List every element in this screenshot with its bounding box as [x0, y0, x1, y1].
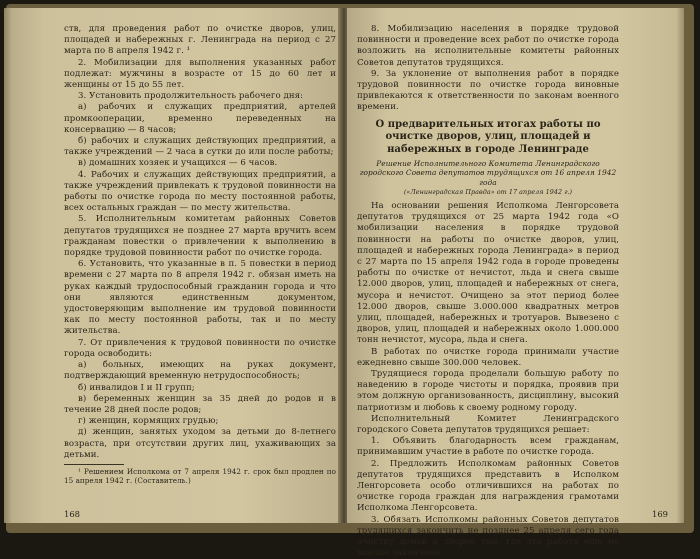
paragraph: 2. Мобилизации для выполнения указанных работ подлежат: мужчины в возрасте от 15 до 60 лет и женщины от 15 до 55 лет. — [64, 57, 336, 91]
subheading-text: Решение Исполнительного Комитета Ленинградского городского Совета депутатов трудящихся от 16 апреля 1942 года — [359, 159, 617, 187]
left-paragraphs — [64, 24, 336, 461]
paragraph: На основании решения Исполкома Ленгорсовета депутатов трудящихся от 25 марта 1942 года «О мобилизации населения в порядке трудовой повинности на работы по очистке дворов, улиц, площадей и набережных города Ленинграда» в период с 27 марта по 15 апреля 1942 года в городе проведены работы по очистке от нечистот, льда и снега свыше 12.000 дворов, улиц, площадей и набережных от снега, мусора и нечистот. Очищено за этот период более 12.000 дворов, свыше 3.000.000 квадратных метров улиц, площадей, набережных и тротуаров. Вывезено с дворов, улиц, площадей и набережных около 1.000.000 тонн нечистот, мусора, льда и снега. — [357, 200, 619, 346]
paragraph: 2. Предложить Исполкомам районных Советов депутатов трудящихся представить в Исполком Ленгорсовета особо отличившихся на работах по очистке города граждан для награждения грамотами Исполкома Ленгорсовета. — [357, 458, 619, 514]
paragraph: 3. Обязать Исполкомы районных Советов депутатов трудящихся закончить не позднее 25 апреля сего года очистку домов и дворов там, где эта работа еще не вполне закончена. — [357, 514, 619, 559]
paragraph: Трудящиеся города проделали большую работу по наведению в городе чистоты и порядка, проявив при этом должную организованность, дисциплину, высокий патриотизм и любовь к своему родному городу. — [357, 368, 619, 413]
paragraph: д) женщин, занятых уходом за детьми до 8-летнего возраста, при отсутствии других лиц, ухаживающих за детьми. — [64, 427, 336, 460]
paragraph: 6. Установить, что указанные в п. 5 повестки в период времени с 27 марта по 8 апреля 1942 г. обязан иметь на руках каждый трудоспособный гражданин города и что они являются единственным документом, удостоверяющим выполнение им трудовой повинности как по месту постоянной работы, так и по месту жительства. — [64, 259, 336, 337]
page-number-right: 169 — [652, 509, 668, 519]
footnote-rule — [64, 464, 124, 465]
paragraph: а) больных, имеющих на руках документ, подтверждающий временную нетрудоспособность; — [64, 360, 336, 382]
paragraph: 1. Объявить благодарность всем гражданам, принимавшим участие в работе по очистке города. — [357, 436, 619, 458]
page-edge-shadow — [676, 8, 684, 523]
section-subheading — [357, 159, 619, 197]
paragraph: в) домашних хозяек и учащихся — 6 часов. — [78, 158, 278, 169]
subheading-source: («Ленинградская Правда» от 17 апреля 1942 г.) — [403, 187, 573, 196]
page-number-left: 168 — [64, 509, 80, 519]
paragraph: 3. Установить продолжительность рабочего дня: — [78, 91, 304, 102]
paragraph: 5. Исполнительным комитетам районных Советов депутатов трудящихся не позднее 27 марта вручить всем гражданам повестки о привлечении к выполнению в порядке трудовой повинности работ по очистке города. — [64, 214, 336, 259]
paragraph: 4. Рабочих и служащих действующих предприятий, а также учреждений привлекать к трудовой повинности на работы по очистке города по месту постоянной работы, всех остальных граждан — по месту жительства. — [64, 169, 336, 214]
footnote: ¹ Решением Исполкома от 7 апреля 1942 г. срок был продлен по 15 апреля 1942 г. (Составитель.) — [64, 466, 336, 486]
paragraph: Исполнительный Комитет Ленинградского городского Совета депутатов трудящихся решает: — [357, 413, 619, 435]
left-page — [4, 8, 341, 523]
right-paragraphs-top — [357, 24, 619, 114]
right-paragraphs-bottom — [357, 201, 619, 559]
paragraph: в) беременных женщин за 35 дней до родов и в течение 28 дней после родов; — [64, 393, 336, 415]
page-edge-shadow — [4, 8, 12, 523]
paragraph: г) женщин, кормящих грудью; — [78, 416, 219, 427]
paragraph: б) инвалидов I и II групп; — [78, 382, 195, 393]
paragraph: В работах по очистке города принимали участие ежедневно свыше 300.000 человек. — [357, 346, 619, 368]
paragraph: 7. От привлечения к трудовой повинности по очистке города освободить: — [64, 337, 336, 359]
left-text-column — [64, 24, 336, 486]
paragraph: 9. За уклонение от выполнения работ в порядке трудовой повинности по очистке города виновные привлекаются к ответственности по законам военного времени. — [357, 68, 619, 113]
paragraph: а) рабочих и служащих предприятий, артелей промкооперации, временно переведенных на консервацию — 8 часов; — [64, 102, 336, 135]
paragraph: ств, для проведения работ по очистке дворов, улиц, площадей и набережных г. Ленинграда на период с 27 марта по 8 апреля 1942 г. ¹ — [64, 24, 336, 57]
right-page — [347, 8, 684, 559]
paragraph: б) рабочих и служащих действующих предприятий, а также учреждений — 2 часа в сутки до или после работы; — [64, 136, 336, 158]
paragraph: 8. Мобилизацию населения в порядке трудовой повинности и проведение всех работ по очистке города возложить на исполнительные комитеты районных Советов депутатов трудящихся. — [357, 24, 619, 68]
right-text-column — [357, 24, 619, 559]
section-heading: О предварительных итогах работы по очистке дворов, улиц, площадей и набережных в городе Ленинграде — [375, 118, 601, 155]
